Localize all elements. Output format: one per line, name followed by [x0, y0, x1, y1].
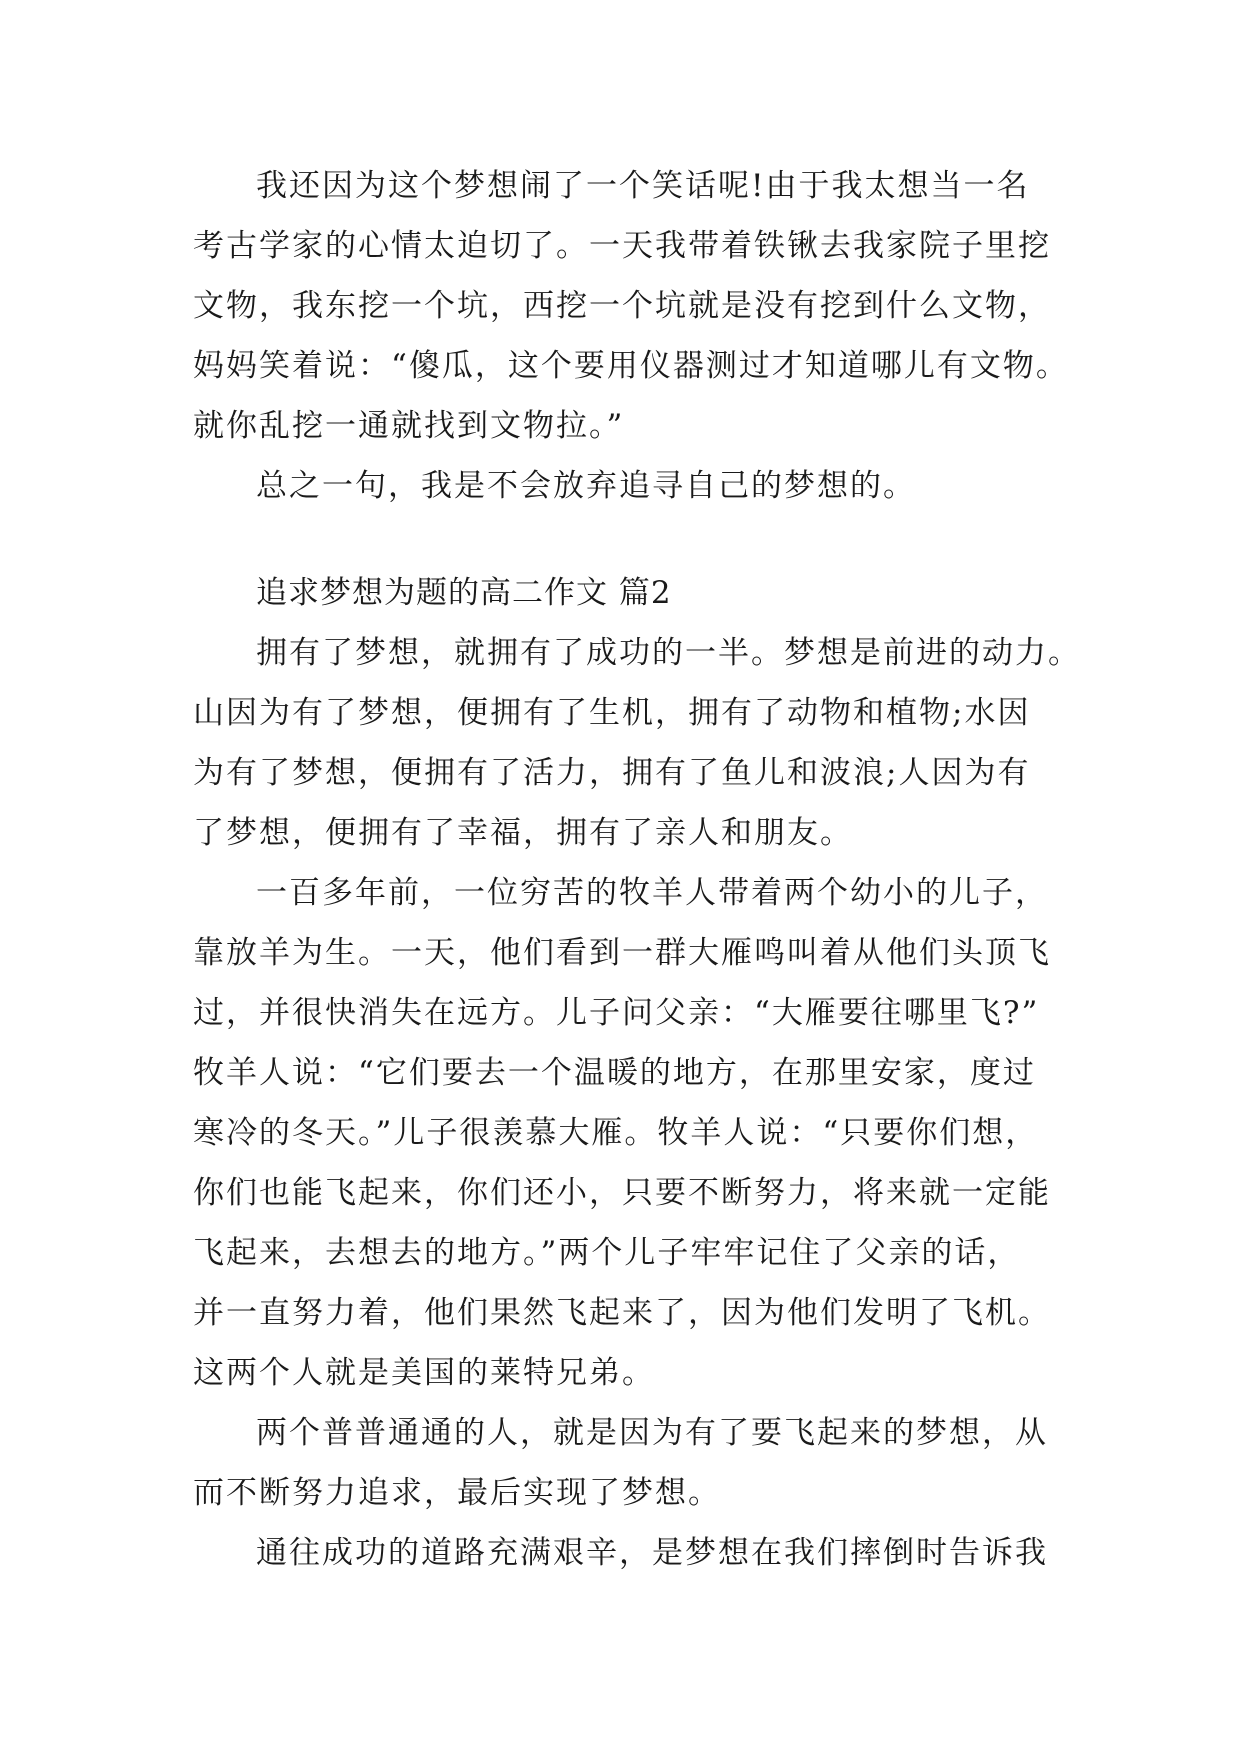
paragraph-line: 拥有了梦想，就拥有了成功的一半。梦想是前进的动力。: [256, 635, 1081, 671]
paragraph-line: 了梦想，便拥有了幸福，拥有了亲人和朋友。: [193, 815, 853, 851]
paragraph-line: 飞起来，去想去的地方。”两个儿子牢牢记住了父亲的话，: [193, 1235, 1021, 1271]
paragraph-line: 就你乱挖一通就找到文物拉。”: [193, 408, 625, 444]
paragraph-line: 妈妈笑着说：“傻瓜，这个要用仪器测过才知道哪儿有文物。: [193, 348, 1069, 384]
paragraph-line: 总之一句，我是不会放弃追寻自己的梦想的。: [256, 468, 916, 504]
paragraph-line: 一百多年前，一位穷苦的牧羊人带着两个幼小的儿子，: [256, 875, 1048, 911]
paragraph-line: 两个普普通通的人，就是因为有了要飞起来的梦想，从: [256, 1415, 1048, 1451]
paragraph-line: 文物，我东挖一个坑，西挖一个坑就是没有挖到什么文物，: [193, 288, 1051, 324]
paragraph-line: 而不断努力追求，最后实现了梦想。: [193, 1475, 721, 1511]
paragraph-line: 通往成功的道路充满艰辛，是梦想在我们摔倒时告诉我: [256, 1535, 1048, 1571]
paragraph-line: 为有了梦想，便拥有了活力，拥有了鱼儿和波浪;人因为有: [193, 755, 1031, 791]
paragraph-line: 山因为有了梦想，便拥有了生机，拥有了动物和植物;水因: [193, 695, 1031, 731]
paragraph-line: 牧羊人说：“它们要去一个温暖的地方，在那里安家，度过: [193, 1055, 1036, 1091]
paragraph-line: 靠放羊为生。一天，他们看到一群大雁鸣叫着从他们头顶飞: [193, 935, 1051, 971]
paragraph-line: 这两个人就是美国的莱特兄弟。: [193, 1355, 655, 1391]
paragraph-line: 并一直努力着，他们果然飞起来了，因为他们发明了飞机。: [193, 1295, 1051, 1331]
paragraph-line: 你们也能飞起来，你们还小，只要不断努力，将来就一定能: [193, 1175, 1051, 1211]
section-heading: 追求梦想为题的高二作文 篇2: [256, 575, 672, 611]
paragraph-line: 过，并很快消失在远方。儿子问父亲：“大雁要往哪里飞?”: [193, 995, 1040, 1031]
paragraph-line: 我还因为这个梦想闹了一个笑话呢!由于我太想当一名: [256, 168, 1030, 204]
paragraph-line: 寒冷的冬天。”儿子很羡慕大雁。牧羊人说：“只要你们想，: [193, 1115, 1039, 1151]
paragraph-line: 考古学家的心情太迫切了。一天我带着铁锹去我家院子里挖: [193, 228, 1051, 264]
